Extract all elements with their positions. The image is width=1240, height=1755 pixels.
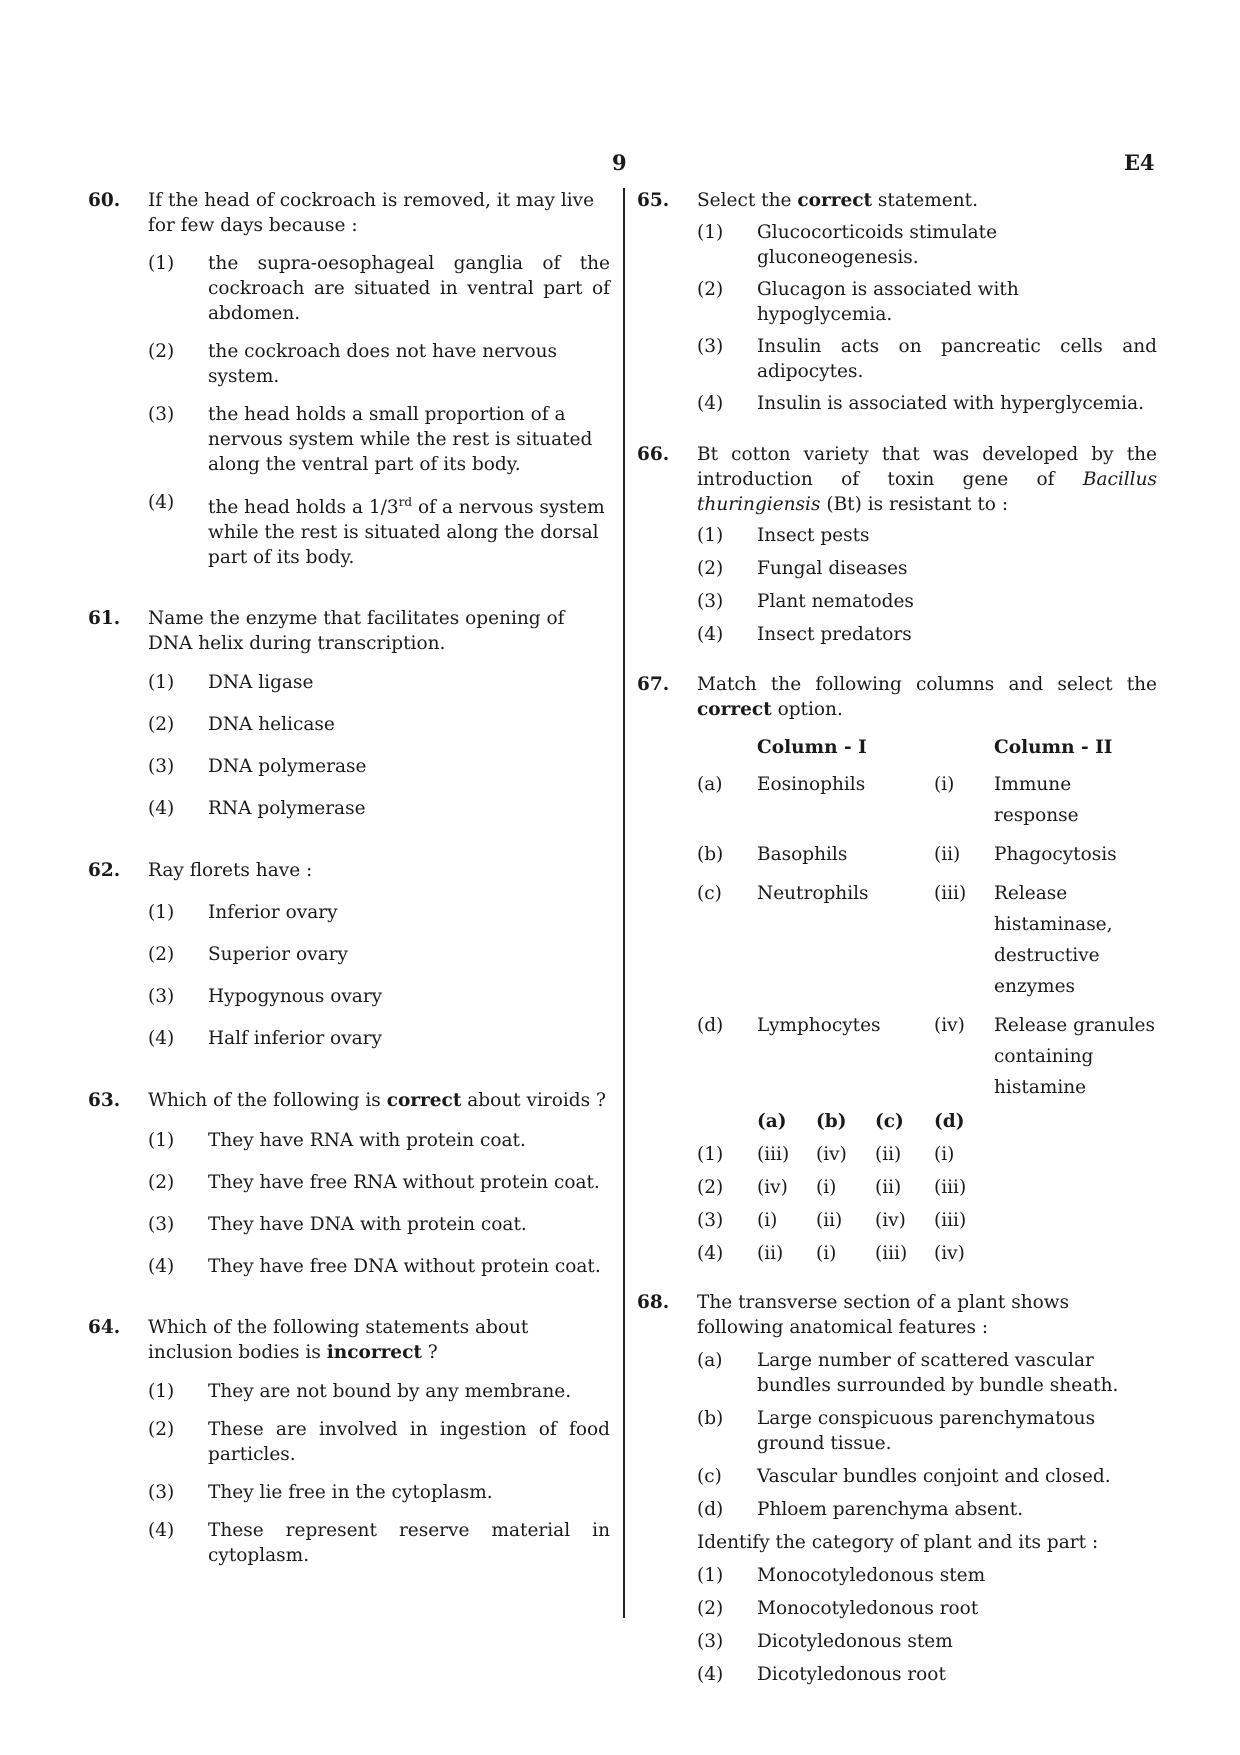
option-number: (2) bbox=[697, 1598, 724, 1619]
option bbox=[148, 900, 610, 925]
option-text: Inferior ovary bbox=[208, 902, 338, 924]
option bbox=[148, 490, 610, 570]
option bbox=[148, 1379, 610, 1404]
option-text: They are not bound by any membrane. bbox=[208, 1381, 572, 1403]
option-text: RNA polymerase bbox=[208, 798, 366, 820]
option-number: (3) bbox=[697, 1631, 724, 1652]
question-text: statement. bbox=[872, 190, 978, 211]
question-text: (Bt) is resistant to : bbox=[820, 494, 1009, 515]
option-number: (2) bbox=[697, 558, 724, 579]
option bbox=[697, 1662, 1157, 1687]
row-roman: (ii) bbox=[934, 844, 961, 865]
column-1-item: Neutrophils bbox=[757, 883, 869, 904]
left-column bbox=[88, 188, 610, 1568]
row-roman: (iii) bbox=[934, 883, 967, 904]
question-text: Name the enzyme that facilitates opening of DNA helix during transcription. bbox=[148, 608, 565, 655]
option bbox=[148, 1026, 610, 1051]
question-61 bbox=[88, 606, 610, 821]
option bbox=[697, 391, 1157, 416]
right-column bbox=[637, 188, 1157, 1687]
match-row bbox=[697, 1010, 1157, 1103]
booklet-code: E4 bbox=[1124, 150, 1155, 175]
feature-key: (d) bbox=[697, 1499, 724, 1520]
question-text: Which of the following statements about inclusion bodies is bbox=[148, 1317, 529, 1364]
option bbox=[697, 277, 1157, 327]
question-text: The transverse section of a plant shows following anatomical features : bbox=[697, 1292, 1070, 1338]
option-number: (4) bbox=[697, 1664, 724, 1685]
option bbox=[148, 1128, 610, 1153]
option-number: (4) bbox=[148, 1256, 175, 1278]
emphasis-text: incorrect bbox=[326, 1342, 422, 1364]
option-text: Half inferior ovary bbox=[208, 1028, 382, 1050]
column-2-item: Release histaminase, destructive enzymes bbox=[994, 883, 1113, 997]
option-text: These are involved in ingestion of food particles. bbox=[208, 1419, 610, 1466]
option-number: (2) bbox=[148, 1172, 175, 1194]
option-number: (1) bbox=[148, 253, 175, 274]
match-row bbox=[697, 839, 1157, 870]
option bbox=[697, 622, 1157, 647]
question-text: Bt cotton variety that was developed by the introduction of toxin gene of bbox=[697, 444, 1157, 490]
option bbox=[148, 1254, 610, 1279]
option-number: (4) bbox=[148, 798, 175, 820]
option-text: Glucagon is associated with hypoglycemia. bbox=[757, 279, 1019, 325]
question-number: 61. bbox=[88, 608, 121, 630]
question-63 bbox=[88, 1088, 610, 1279]
option bbox=[148, 1518, 610, 1568]
option-number: (2) bbox=[148, 944, 175, 966]
column-2-item: Release granules containing histamine bbox=[994, 1015, 1155, 1098]
superscript: rd bbox=[398, 495, 413, 509]
option bbox=[148, 251, 610, 326]
italic-text: Bacillus thuringiensis bbox=[697, 469, 1157, 515]
option-number: (1) bbox=[148, 902, 175, 924]
question-62 bbox=[88, 858, 610, 1051]
feature-text: Vascular bundles conjoint and closed. bbox=[757, 1466, 1111, 1487]
question-text: Match the following columns and select the bbox=[697, 674, 1157, 695]
option-text: the cockroach does not have nervous system. bbox=[208, 341, 558, 387]
option-text: Glucocorticoids stimulate gluconeogenesis. bbox=[757, 222, 998, 268]
match-row bbox=[697, 769, 1157, 831]
row-roman: (iv) bbox=[934, 1015, 965, 1036]
option-number: (1) bbox=[697, 1565, 724, 1586]
option-text: Plant nematodes bbox=[757, 591, 914, 612]
option-text: They have DNA with protein coat. bbox=[208, 1214, 527, 1236]
answer-option-row: (4) (ii) (i) (iii) (iv) bbox=[697, 1243, 965, 1264]
option-number: (4) bbox=[148, 1520, 175, 1542]
match-table bbox=[697, 732, 1157, 1103]
column-1-item: Basophils bbox=[757, 844, 848, 865]
option-text: They lie free in the cytoplasm. bbox=[208, 1482, 493, 1504]
column-2-item: Phagocytosis bbox=[994, 844, 1117, 865]
feature-text: Phloem parenchyma absent. bbox=[757, 1499, 1024, 1520]
option-text: DNA helicase bbox=[208, 714, 335, 736]
match-header-row bbox=[697, 732, 1157, 763]
option bbox=[697, 1629, 1157, 1654]
question-64 bbox=[88, 1315, 610, 1568]
option bbox=[148, 754, 610, 779]
option-text: Monocotyledonous root bbox=[757, 1598, 979, 1619]
emphasis-text: correct bbox=[386, 1090, 462, 1112]
emphasis-text: correct bbox=[697, 699, 772, 720]
option-text: Superior ovary bbox=[208, 944, 348, 966]
feature-text: Large number of scattered vascular bundles surrounded by bundle sheath. bbox=[757, 1350, 1119, 1396]
option-number: (2) bbox=[148, 714, 175, 736]
column-1-item: Eosinophils bbox=[757, 774, 866, 795]
option bbox=[148, 796, 610, 821]
feature bbox=[697, 1406, 1157, 1456]
option-text: They have RNA with protein coat. bbox=[208, 1130, 526, 1152]
question-text: Which of the following is bbox=[148, 1090, 387, 1112]
feature-text: Large conspicuous parenchymatous ground tissue. bbox=[757, 1408, 1096, 1454]
option bbox=[697, 523, 1157, 548]
answer-header: (b) bbox=[816, 1111, 847, 1132]
column-divider bbox=[623, 188, 625, 1618]
option-number: (2) bbox=[148, 341, 175, 362]
option-number: (3) bbox=[148, 756, 175, 778]
option-text: the head holds a 1/3 bbox=[208, 497, 399, 519]
question-68 bbox=[637, 1290, 1157, 1687]
question-66 bbox=[637, 442, 1157, 647]
option-number: (4) bbox=[697, 624, 724, 645]
question-number: 67. bbox=[637, 674, 670, 695]
question-text: option. bbox=[771, 699, 843, 720]
option bbox=[697, 220, 1157, 270]
question-text: ? bbox=[421, 1342, 438, 1364]
row-key: (d) bbox=[697, 1015, 724, 1036]
option-text: They have free RNA without protein coat. bbox=[208, 1172, 600, 1194]
option-text: Dicotyledonous root bbox=[757, 1664, 946, 1685]
option bbox=[148, 1417, 610, 1467]
option-text: They have free DNA without protein coat. bbox=[208, 1256, 601, 1278]
answer-header: (a) bbox=[757, 1111, 787, 1132]
page-number: 9 bbox=[612, 150, 627, 175]
option bbox=[148, 942, 610, 967]
question-text: Select the bbox=[697, 190, 798, 211]
row-key: (b) bbox=[697, 844, 724, 865]
answer-option-row: (2) (iv) (i) (ii) (iii) bbox=[697, 1177, 967, 1198]
question-number: 65. bbox=[637, 190, 670, 211]
answer-header: (d) bbox=[934, 1111, 965, 1132]
feature bbox=[697, 1348, 1157, 1398]
option-text: Insect predators bbox=[757, 624, 912, 645]
question-number: 63. bbox=[88, 1090, 121, 1112]
option-number: (4) bbox=[148, 492, 175, 513]
answer-grid bbox=[697, 1105, 1157, 1270]
option-number: (2) bbox=[148, 1419, 175, 1441]
option-text: Insulin acts on pancreatic cells and adipocytes. bbox=[757, 336, 1157, 382]
option-number: (2) bbox=[697, 279, 724, 300]
option-text: Fungal diseases bbox=[757, 558, 908, 579]
option-number: (1) bbox=[148, 672, 175, 694]
feature bbox=[697, 1497, 1157, 1522]
option-number: (1) bbox=[697, 525, 724, 546]
option bbox=[697, 556, 1157, 581]
option-text: These represent reserve material in cytoplasm. bbox=[208, 1520, 610, 1567]
option bbox=[697, 334, 1157, 384]
option bbox=[148, 1480, 610, 1505]
answer-header: (c) bbox=[875, 1111, 904, 1132]
option-text: the supra-oesophageal ganglia of the cockroach are situated in ventral part of abdomen. bbox=[208, 253, 610, 324]
option-text: DNA ligase bbox=[208, 672, 314, 694]
option-number: (1) bbox=[697, 222, 724, 243]
question-65 bbox=[637, 188, 1157, 416]
option-number: (3) bbox=[148, 1214, 175, 1236]
feature-key: (b) bbox=[697, 1408, 724, 1429]
option bbox=[148, 1170, 610, 1195]
question-60 bbox=[88, 188, 610, 570]
option-text: Monocotyledonous stem bbox=[757, 1565, 986, 1586]
option-text: Insulin is associated with hyperglycemia. bbox=[757, 393, 1144, 414]
feature-key: (a) bbox=[697, 1350, 723, 1371]
row-key: (c) bbox=[697, 883, 722, 904]
column-1-header: Column - I bbox=[757, 737, 867, 758]
feature bbox=[697, 1464, 1157, 1489]
option-text: Dicotyledonous stem bbox=[757, 1631, 953, 1652]
option-number: (3) bbox=[697, 591, 724, 612]
question-number: 62. bbox=[88, 860, 121, 882]
answer-option-row: (3) (i) (ii) (iv) (iii) bbox=[697, 1210, 967, 1231]
question-number: 60. bbox=[88, 190, 121, 211]
option-text: DNA polymerase bbox=[208, 756, 367, 778]
question-number: 64. bbox=[88, 1317, 121, 1339]
option bbox=[148, 670, 610, 695]
option-text: of a nervous system while the rest is situated along the dorsal part of its body. bbox=[208, 497, 605, 569]
option-number: (1) bbox=[148, 1381, 175, 1403]
question-number: 68. bbox=[637, 1292, 670, 1313]
option bbox=[697, 589, 1157, 614]
option-number: (4) bbox=[148, 1028, 175, 1050]
option-text: Hypogynous ovary bbox=[208, 986, 383, 1008]
option-number: (4) bbox=[697, 393, 724, 414]
option bbox=[148, 339, 610, 389]
match-row bbox=[697, 878, 1157, 1002]
option-number: (3) bbox=[697, 336, 724, 357]
question-67 bbox=[637, 672, 1157, 1270]
question-prompt: Identify the category of plant and its part : bbox=[697, 1532, 1099, 1553]
option-text: Insect pests bbox=[757, 525, 870, 546]
option bbox=[697, 1563, 1157, 1588]
row-roman: (i) bbox=[934, 774, 955, 795]
question-number: 66. bbox=[637, 444, 670, 465]
row-key: (a) bbox=[697, 774, 723, 795]
answer-option-row: (1) (iii) (iv) (ii) (i) bbox=[697, 1144, 955, 1165]
option bbox=[148, 712, 610, 737]
question-text: Ray florets have : bbox=[148, 860, 313, 882]
option-number: (3) bbox=[148, 1482, 175, 1504]
answer-header-row bbox=[697, 1105, 1157, 1138]
question-text: If the head of cockroach is removed, it may live for few days because : bbox=[148, 190, 595, 236]
column-2-item: Immune response bbox=[994, 774, 1079, 826]
column-1-item: Lymphocytes bbox=[757, 1015, 881, 1036]
option-number: (1) bbox=[148, 1130, 175, 1152]
column-2-header: Column - II bbox=[994, 737, 1113, 758]
option bbox=[148, 402, 610, 477]
feature-key: (c) bbox=[697, 1466, 722, 1487]
option-number: (3) bbox=[148, 986, 175, 1008]
option-text: the head holds a small proportion of a nervous system while the rest is situated along the ventral part of its body. bbox=[208, 404, 593, 475]
emphasis-text: correct bbox=[797, 190, 873, 211]
option bbox=[148, 984, 610, 1009]
option bbox=[697, 1596, 1157, 1621]
option bbox=[148, 1212, 610, 1237]
question-text: about viroids ? bbox=[461, 1090, 606, 1112]
option-number: (3) bbox=[148, 404, 175, 425]
